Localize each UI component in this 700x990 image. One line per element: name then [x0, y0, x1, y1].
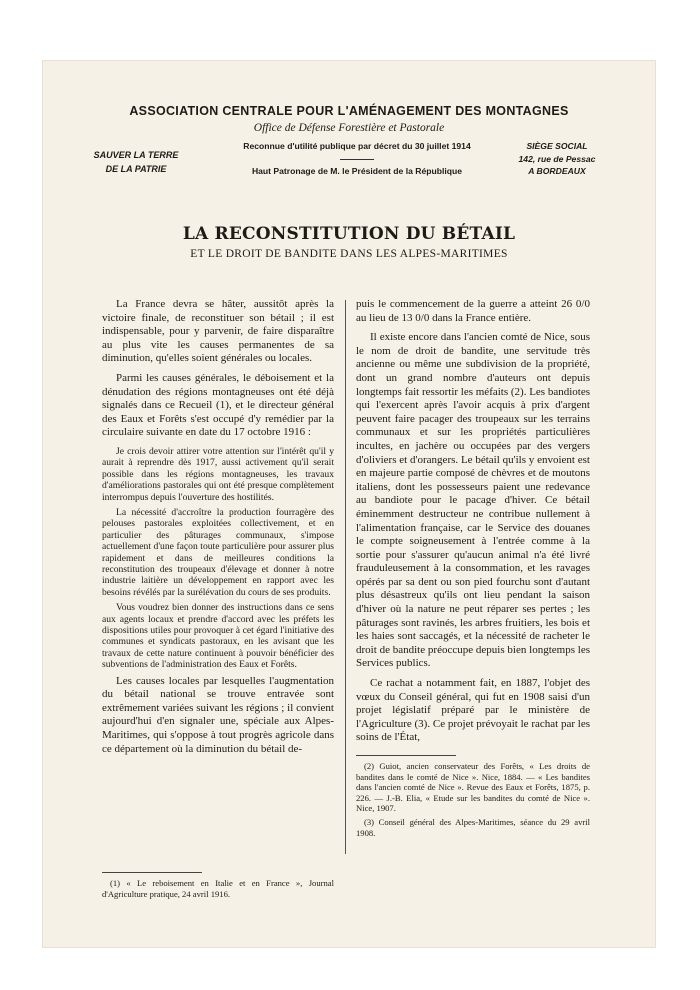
- quoted-circular: Vous voudrez bien donner des instructions dans ce sens aux agents locaux et prendre d'accord avec les préfets les dispositions utiles pour provoquer à cet égard l'initiative des communes et syndicats pastoraux, en les avisant que les travaux de cette nature continuent à pouvoir bénéficier des subventions de l'administration des Eaux et Forêts.: [102, 602, 334, 671]
- head-office: [512, 140, 602, 178]
- quoted-circular: La nécessité d'accroître la production fourragère des pelouses pastorales exploitées collectivement, et en particulier des pâturages communaux, s'impose actuellement d'une façon toute particulière pour assurer plus rapidement et dans de meilleures conditions la reconstitution des troupeaux d'élevage et donner à notre industrie laitière un développement en rapport avec les besoins révélés par la surélévation du cours de ses produits.: [102, 506, 334, 598]
- motto-line-1: SAUVER LA TERRE: [93, 150, 179, 160]
- article-subtitle: ET LE DROIT DE BANDITE DANS LES ALPES-MARITIMES: [190, 248, 508, 260]
- motto: [88, 148, 184, 176]
- column-divider: [345, 300, 346, 854]
- document-page: [42, 60, 656, 948]
- article-title: LA RECONSTITUTION DU BÉTAIL: [182, 224, 516, 244]
- header-divider: [340, 159, 374, 160]
- patronage-line: Haut Patronage de M. le Président de la République: [251, 166, 463, 176]
- paragraph: Il existe encore dans l'ancien comté de Nice, sous le nom de droit de bandite, une servitude très ancienne ou même une subdivision de la propriété, dont un grand nombre d'auteurs ont depuis longtemps fait ressortir les méfaits (2). Les bandiotes qui l'exercent après l'avoir acquis à prix d'argent peuvent faire pacager des troupeaux sur les terrains communaux et sur les propriétés particulières incultes, en jachère ou occupées par des vergers d'oliviers et d'orangers. Le bétail qu'ils y envoient est en majeure partie composé de chèvres et de moutons italiens, dont les possesseurs paient une redevance au bandiote pour le pacage d'hiver. Ce bétail éminemment destructeur ne contribue nullement à l'alimentation française, car le Service des douanes le compte soigneusement à l'entrée comme à la sortie pour s'assurer qu'aucun animal n'a été livré frauduleusement à la consommation, et les ravages opérés par sa dent ou son pied fourchu sont d'autant plus désastreux qu'ils ont lieu pendant la saison d'hiver où la nature ne peut réparer ses pertes ; les pâturages sont ravinés, les arbres fruitiers, les bois et les haies sont saccagés, et la nécessité de racheter le droit de bandite préoccupe depuis bien longtemps les Services publics.: [356, 331, 590, 670]
- office-name: Office de Défense Forestière et Pastorale: [253, 122, 445, 134]
- association-name: ASSOCIATION CENTRALE POUR L'AMÉNAGEMENT DES MONTAGNES: [129, 104, 569, 118]
- paragraph: La France devra se hâter, aussitôt après la victoire finale, de reconstituer son bétail ; il est indispensable, pour y parvenir, de faire disparaître au plus vite les causes permanentes de sa diminution, qu'elles soient générales ou locales.: [102, 298, 334, 365]
- motto-line-2: DE LA PATRIE: [105, 164, 167, 174]
- paragraph: puis le commencement de la guerre a atteint 26 0/0 au lieu de 13 0/0 dans la France entière.: [356, 298, 590, 324]
- header-center: [192, 140, 522, 178]
- right-column: [356, 298, 590, 841]
- seat-label: SIÈGE SOCIAL: [526, 141, 588, 151]
- footnote-rule: [356, 755, 456, 756]
- footnote: (2) Guiot, ancien conservateur des Forêts, « Les droits de bandites dans le comté de Nice ». Nice, 1884. — « Les bandites dans l'ancien comté de Nice ». Revue des Eaux et Forêts, 1875, p. 226. — J.-B. Elia, « Etude sur les bandites du comté de Nice ». Nice, 1907.: [356, 761, 590, 814]
- paragraph: Les causes locales par lesquelles l'augmentation du bétail national se trouve entravée sont extrêmement variées suivant les régions ; il convient aujourd'hui d'en signaler une, spéciale aux Alpes-Maritimes, qui s'oppose à tout progrès agricole dans ce département où la diminution du bétail de-: [102, 674, 334, 755]
- seat-city: A BORDEAUX: [528, 166, 586, 176]
- seat-address: 142, rue de Pessac: [518, 153, 596, 164]
- decree-line: Reconnue d'utilité publique par décret du 30 juillet 1914: [243, 141, 471, 151]
- quoted-circular: Je crois devoir attirer votre attention sur l'intérêt qu'il y aurait à reprendre dès 1917, aussi activement qu'il serait possible dans les régions montagneuses, les travaux d'améliorations pastorales qui ont été presque complètement interrompus depuis l'ouverture des hostilités.: [102, 445, 334, 503]
- footnote: (3) Conseil général des Alpes-Maritimes, séance du 29 avril 1908.: [356, 816, 590, 838]
- footnote-rule: [102, 872, 202, 873]
- left-footnotes: [102, 862, 334, 902]
- paragraph: Parmi les causes générales, le déboisement et la dénudation des régions montagneuses ont été déjà signalés dans ce Recueil (1), et le directeur général des Eaux et Forêts s'est occupé d'y remédier par la circulaire suivante en date du 17 octobre 1916 :: [102, 371, 334, 439]
- left-column: [102, 298, 334, 762]
- footnote: (1) « Le reboisement en Italie et en France », Journal d'Agriculture pratique, 24 avril 1916.: [102, 878, 334, 899]
- paragraph: Ce rachat a notamment fait, en 1887, l'objet des vœux du Conseil général, qui fut en 1908 saisi d'un projet législatif préparé par le ministère de l'Agriculture (3). Ce projet prévoyait le rachat par les soins de l'État,: [356, 677, 590, 744]
